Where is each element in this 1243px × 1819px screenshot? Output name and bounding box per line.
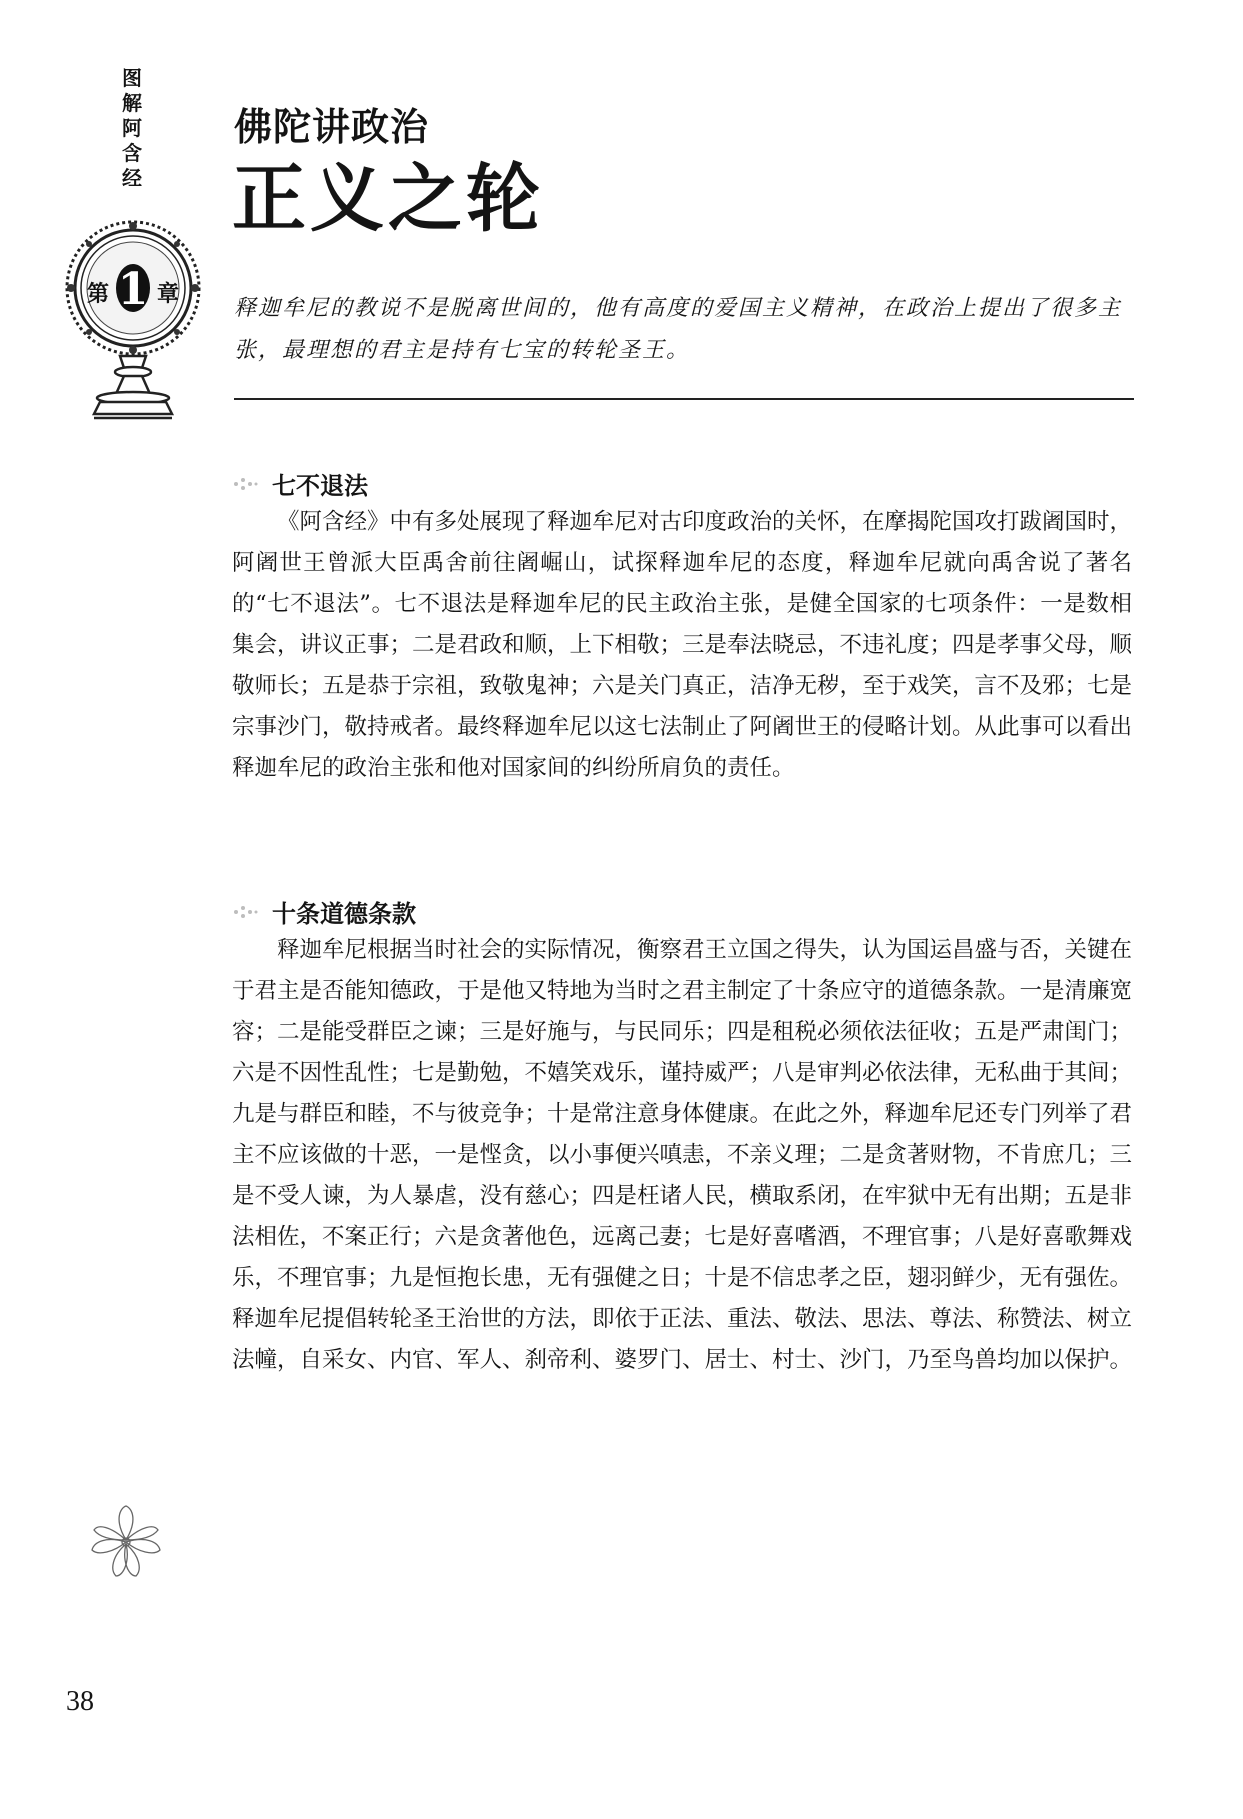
series-title-char: 图 xyxy=(122,66,142,90)
section-heading xyxy=(232,466,368,501)
series-title-char: 经 xyxy=(122,166,142,190)
section-paragraph: 释迦牟尼根据当时社会的实际情况，衡察君王立国之得失，认为国运昌盛与否，关键在于君主是否能知德政，于是他又特地为当时之君主制定了十条应守的道德条款。一是清廉宽容；二是能受群臣之谏；三是好施与，与民同乐；四是租税必须依法征收；五是严肃闺门；六是不因性乱性；七是勤勉，不嬉笑戏乐，谨持威严；八是审判必依法律，无私曲于其间；九是与群臣和睦，不与彼竞争；十是常注意身体健康。在此之外，释迦牟尼还专门列举了君主不应该做的十恶，一是悭贪，以小事便兴嗔恚，不亲义理；二是贪著财物，不肯庶几；三是不受人谏，为人暴虐，没有慈心；四是枉诸人民，横取系闭，在牢狱中无有出期；五是非法相佐，不案正行；六是贪著他色，远离己妻；七是好喜嗜酒，不理官事；八是好喜歌舞戏乐，不理官事；九是恒抱长患，无有强健之日；十是不信忠孝之臣，翅羽鲜少，无有强佐。释迦牟尼提倡转轮圣王治世的方法，即依于正法、重法、敬法、思法、尊法、称赞法、树立法幢，自采女、内官、军人、刹帝利、婆罗门、居士、村士、沙门，乃至鸟兽均加以保护。 xyxy=(232,937,1133,1373)
series-title-char: 含 xyxy=(122,141,142,165)
section-heading xyxy=(232,894,416,929)
page-title: 正义之轮 xyxy=(232,156,544,242)
series-title-char: 解 xyxy=(122,91,142,115)
intro-paragraph: 释迦牟尼的教说不是脱离世间的，他有高度的爱国主义精神，在政治上提出了很多主张，最理想的君主是持有七宝的转轮圣王。 xyxy=(234,296,1123,363)
page-number: 38 xyxy=(66,1686,94,1717)
series-title-char: 阿 xyxy=(122,116,142,140)
section-heading-text: 七不退法 xyxy=(272,472,368,500)
heading-ornament-icon xyxy=(232,902,260,922)
page-subtitle: 佛陀讲政治 xyxy=(234,105,430,149)
chapter-badge xyxy=(58,218,208,428)
chapter-number: 1 xyxy=(117,264,149,315)
divider xyxy=(234,398,1134,400)
lotus-flower-icon xyxy=(84,1500,168,1584)
series-title xyxy=(118,66,146,191)
section-paragraph: 《阿含经》中有多处展现了释迦牟尼对古印度政治的关怀，在摩揭陀国攻打跋阇国时，阿阇世王曾派大臣禹舍前往阇崛山，试探释迦牟尼的态度，释迦牟尼就向禹舍说了著名的“七不退法”。七不退法是释迦牟尼的民主政治主张，是健全国家的七项条件：一是数相集会，讲议正事；二是君政和顺，上下相敬；三是奉法晓忌，不违礼度；四是孝事父母，顺敬师长；五是恭于宗祖，致敬鬼神；六是关门真正，洁净无秽，至于戏笑，言不及邪；七是宗事沙门，敬持戒者。最终释迦牟尼以这七法制止了阿阇世王的侵略计划。从此事可以看出释迦牟尼的政治主张和他对国家间的纠纷所肩负的责任。 xyxy=(232,509,1133,781)
pedestal-icon xyxy=(94,356,172,418)
section-heading-text: 十条道德条款 xyxy=(272,900,416,928)
chapter-prefix: 第 xyxy=(86,282,110,307)
chapter-suffix: 章 xyxy=(156,282,180,307)
heading-ornament-icon xyxy=(232,474,260,494)
